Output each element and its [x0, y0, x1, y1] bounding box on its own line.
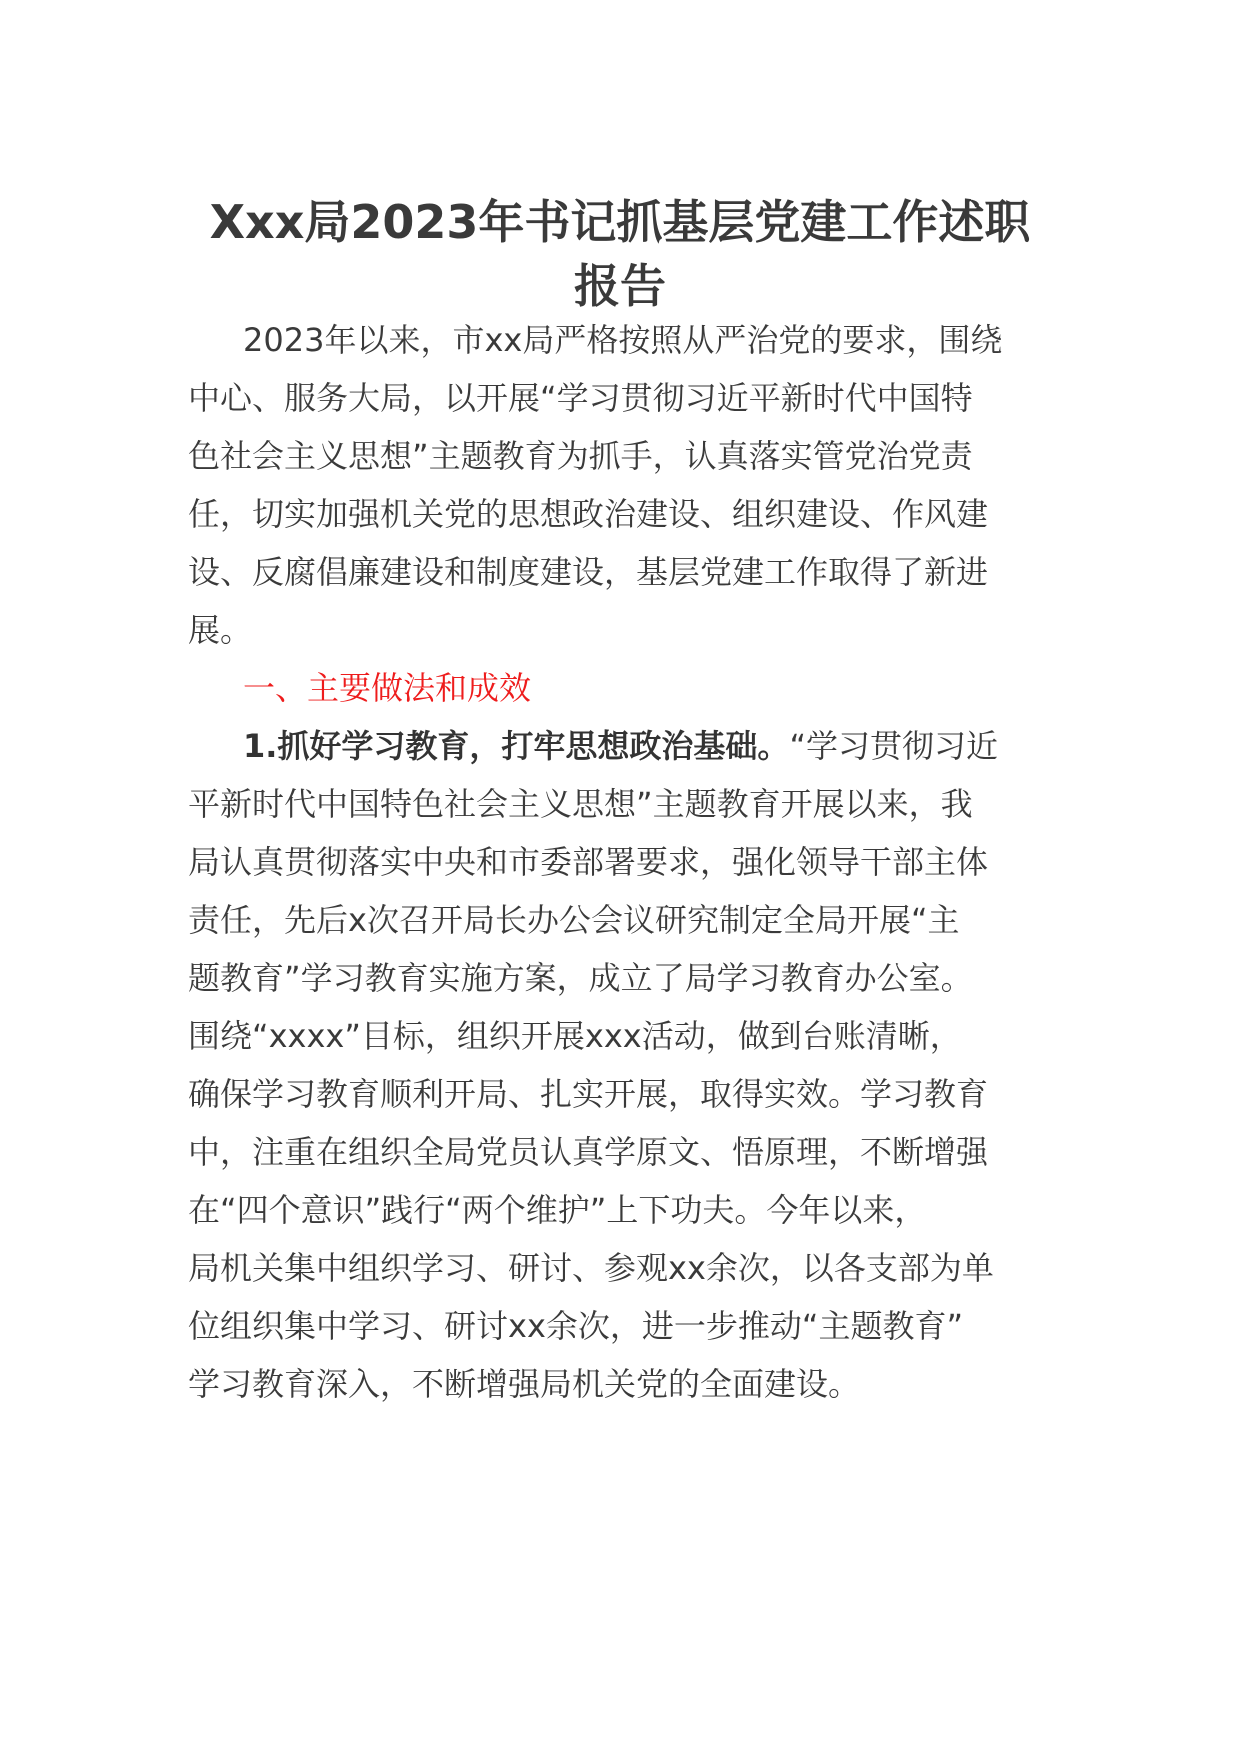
subsection-line: 局机关集中组织学习、研讨、参观xx余次，以各支部为单	[188, 1249, 994, 1287]
subsection-line: 中，注重在组织全局党员认真学原文、悟原理，不断增强	[188, 1133, 989, 1171]
subsection-line: 责任，先后x次召开局长办公会议研究制定全局开展“主	[188, 901, 960, 939]
intro-line: 色社会主义思想”主题教育为抓手，认真落实管党治党责	[188, 437, 973, 475]
subsection-bold-lead: 1.抓好学习教育，打牢思想政治基础。	[243, 727, 790, 765]
intro-line: 任，切实加强机关党的思想政治建设、组织建设、作风建	[188, 495, 989, 533]
section-heading: 一、主要做法和成效	[243, 669, 532, 707]
document-title	[160, 190, 1080, 318]
subsection-line: 题教育”学习教育实施方案，成立了局学习教育办公室。	[188, 959, 973, 997]
subsection-line: 在“四个意识”践行“两个维护”上下功夫。今年以来，	[188, 1191, 927, 1229]
intro-line: 设、反腐倡廉建设和制度建设，基层党建工作取得了新进	[188, 553, 989, 591]
title-line-1: Xxx局2023年书记抓基层党建工作述职	[209, 195, 1031, 249]
subsection-line: 位组织集中学习、研讨xx余次，进一步推动“主题教育”	[188, 1307, 964, 1345]
intro-line: 2023年以来，市xx局严格按照从严治党的要求，围绕	[243, 321, 1003, 359]
subsection-line: 平新时代中国特色社会主义思想”主题教育开展以来，我	[188, 785, 973, 823]
subsection-line: 局认真贯彻落实中央和市委部署要求，强化领导干部主体	[188, 843, 989, 881]
intro-line: 展。	[188, 611, 253, 649]
subsection-line: 围绕“xxxx”目标，组织开展xxx活动，做到台账清晰，	[188, 1017, 962, 1055]
subsection-first-line	[243, 726, 998, 766]
subsection-line: 确保学习教育顺利开局、扎实开展，取得实效。学习教育	[188, 1075, 989, 1113]
subsection-line: 学习教育深入，不断增强局机关党的全面建设。	[188, 1365, 861, 1403]
subsection-first-line-rest: “学习贯彻习近	[789, 727, 999, 765]
intro-line: 中心、服务大局，以开展“学习贯彻习近平新时代中国特	[188, 379, 973, 417]
title-line-2: 报告	[574, 259, 666, 313]
